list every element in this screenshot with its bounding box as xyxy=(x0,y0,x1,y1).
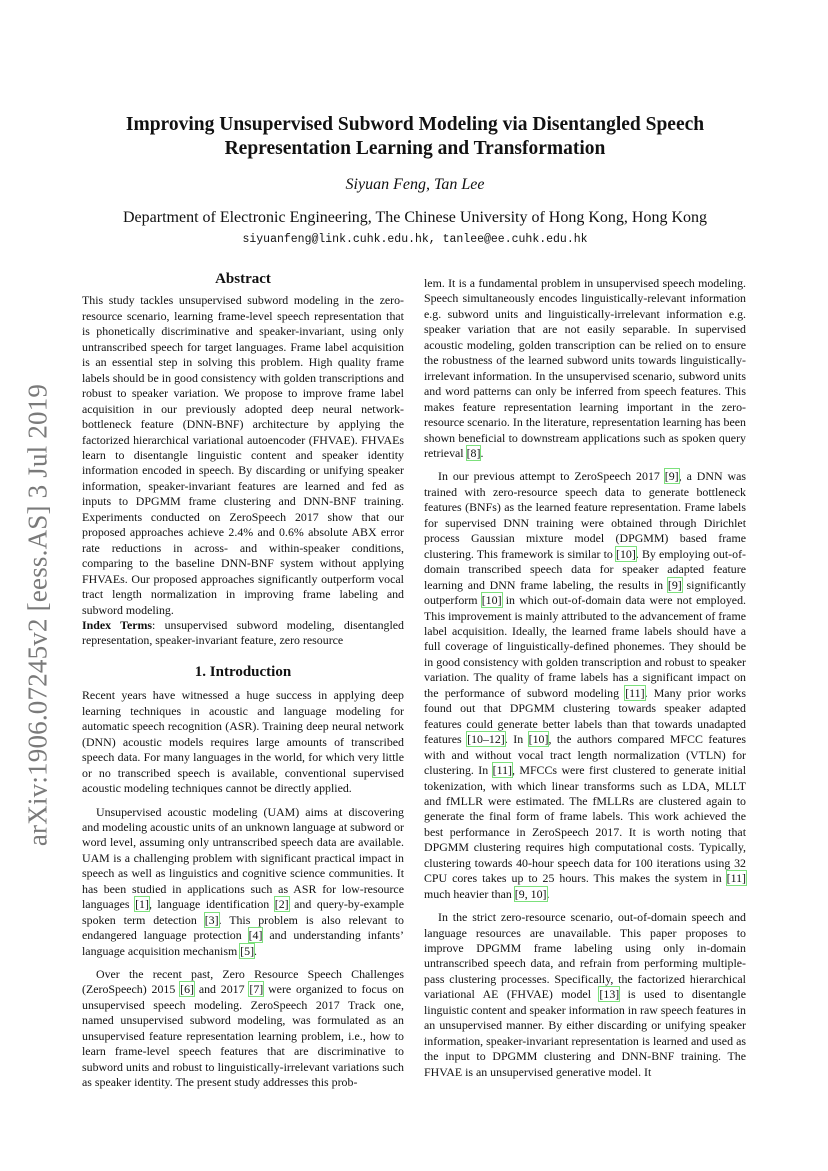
body-text: , a DNN was trained with zero-resource speech data to generate bottleneck features (BNFs) as the learned feature representation. Frame labels for supervised DNN training were obtained through Dirichlet process Gaussian mixture model (DPGMM) based frame clustering. This framework is similar to xyxy=(424,469,746,561)
paper-title xyxy=(90,113,740,161)
citation-link[interactable]: [9] xyxy=(664,469,679,484)
affiliation: Department of Electronic Engineering, The Chinese University of Hong Kong, Hong Kong xyxy=(122,209,707,226)
body-text: In our previous attempt to ZeroSpeech 2017 xyxy=(438,469,665,484)
body-text: in which out-of-domain data were not employed. This improvement is mainly attributed to the advancement of frame label acquisition. Ideally, the learned frame labels should have a full coverage of linguistically-defined phonemes. They should be in good consistency with golden transcription and robust to speaker variation. The quality of frame labels has a significant impact on the performance of subword modeling xyxy=(424,593,747,700)
body-text: In the strict zero-resource scenario, out-of-domain speech and language resources are unavailable. This paper proposes to improve DPGMM frame labeling using only in-domain untranscribed speech data, and refrain from performing multiple-pass clustering processes. Specifically, the factorized hierarchical variational AE (FHVAE) model xyxy=(424,910,746,1002)
body-text: . This problem is also relevant to endangered language protection xyxy=(82,912,404,943)
citation-link[interactable]: [10–12] xyxy=(467,732,505,747)
abstract-heading: Abstract xyxy=(215,271,271,287)
citation-link[interactable]: [6] xyxy=(180,982,194,997)
citation-link[interactable]: [8] xyxy=(466,445,481,460)
citation-link[interactable]: [4] xyxy=(248,928,263,943)
body-text: , the authors compared MFCC features with and without vocal tract length normalization (VTLN) for clustering. In xyxy=(424,732,746,778)
body-paragraph xyxy=(424,276,746,461)
citation-link[interactable]: [13] xyxy=(599,987,620,1002)
citation-link[interactable]: [1] xyxy=(135,897,149,912)
citation-link[interactable]: [2] xyxy=(274,897,289,912)
author-emails: siyuanfeng@link.cuhk.edu.hk, tanlee@ee.cuhk.edu.hk xyxy=(242,233,588,246)
introduction-left-body xyxy=(82,688,404,1090)
citation-link[interactable]: [11] xyxy=(492,763,512,778)
body-text: Over the recent past, Zero Resource Speech Challenges (ZeroSpeech) 2015 xyxy=(82,967,404,997)
authors: Siyuan Feng, Tan Lee xyxy=(345,176,485,193)
citation-link[interactable]: [7] xyxy=(249,982,264,997)
body-paragraph xyxy=(424,469,746,902)
body-text: , language identification xyxy=(148,897,275,912)
arxiv-identifier-stamp xyxy=(18,370,58,860)
introduction-right-body xyxy=(424,276,746,1080)
citation-link[interactable]: [5] xyxy=(240,943,255,958)
title-line-1: Improving Unsupervised Subword Modeling via Disentangled Speech xyxy=(125,114,705,135)
citation-link[interactable]: [10] xyxy=(528,732,549,747)
body-text: . xyxy=(546,886,550,901)
citation-link[interactable]: [10] xyxy=(481,593,502,608)
body-text: . xyxy=(254,943,258,958)
body-text: . By employing out-of-domain transcribed speech data for speaker adapted feature learning and DNN frame labeling, the results in xyxy=(424,546,746,592)
body-text: lem. It is a fundamental problem in unsupervised speech modeling. Speech simultaneously encodes linguistically-relevant information e.g. subword units and linguistically-irrelevant information e.g. speaker variation that are not easily separable. In supervised acoustic modeling, golden transcription can be relied on to ensure the robustness of the learned subword units towards linguistically-irrelevant information. In the unsupervised scenario, subword units and word patterns can only be inferred from speech features. This makes feature representation learning important in the zero-resource scenario. In the literature, representation learning has been shown beneficial to downstream applications such as spoken query retrieval xyxy=(424,276,746,460)
index-terms-label: Index Terms xyxy=(82,617,153,632)
abstract-text: This study tackles unsupervised subword modeling in the zero-resource scenario, learning frame-level speech representation that is phonetically discriminative and speaker-invariant, using only untranscribed speech for target languages. Frame label acquisition is an essential step in solving this problem. High quality frame labels should be in good consistency with golden transcriptions and robust to speaker variation. We propose to improve frame label acquisition in our previously adopted deep neural network-bottleneck feature (DNN-BNF) architecture by applying the factorized hierarchical variational autoencoder (FHVAE). FHVAEs learn to disentangle linguistic content and speaker identity information encoded in speech. By discarding or unifying speaker information, speaker-invariant features are learned and fed as inputs to DPGMM frame clustering and DNN-BNF training. Experiments conducted on ZeroSpeech 2017 show that our proposed approaches achieve 2.4% and 0.6% absolute ABX error rate reductions in across- and within-speaker conditions, comparing to the baseline DNN-BNF system without applying FHVAEs. Our proposed approaches significantly outperform vocal tract length normalization in improving frame labeling and subword modeling. xyxy=(82,293,404,617)
body-text: were organized to focus on unsupervised speech modeling. ZeroSpeech 2017 Track one, named unsupervised subword modeling, was formulated as an unsupervised feature representation learning problem, i.e., how to learn frame-level speech features that are discriminative to subword units and robust to linguistically-irrelevant variations such as speaker identity. The present study addresses this prob- xyxy=(82,982,404,1090)
body-text: . xyxy=(480,445,484,460)
citation-link[interactable]: [9] xyxy=(667,577,682,592)
body-paragraph xyxy=(82,688,404,796)
body-text: much heavier than xyxy=(424,886,515,901)
body-text: Unsupervised acoustic modeling (UAM) aims at discovering and modeling acoustic units of an unknown language at subword or word level, assuming only untranscribed speech data are available. UAM is a challenging problem with significant practical impact in speech as well as linguistics and cognitive science communities. It has been studied in applications such as ASR for low-resource languages xyxy=(82,804,404,912)
body-text: is used to disentangle linguistic content and speaker information in raw speech features in an unsupervised manner. By either discarding or unifying speaker information, speaker-invariant representation is learned and used as the input to DPGMM clustering and DNN-BNF training. The FHVAE is an unsupervised generative model. It xyxy=(424,987,746,1079)
body-text: . Many prior works found out that DPGMM clustering towards speaker adapted features could generate better labels than that towards unadapted features xyxy=(424,685,746,747)
body-paragraph xyxy=(424,910,746,1080)
left-column xyxy=(82,272,404,1091)
citation-link[interactable]: [9, 10] xyxy=(514,886,547,901)
citation-link[interactable]: [11] xyxy=(625,685,645,700)
body-text: , MFCCs were first clustered to generate initial tokenization, with which linear transforms such as LDA, MLLT and fMLLR were estimated. The fMLLRs are clustered again to generate the final form of frame labels. This work achieved the best performance in ZeroSpeech 2017. It is worth noting that DPGMM clustering requires high computational costs. Typically, clustering towards 40-hour speech data for 100 iterations using 32 CPU cores takes up to 25 hours. This makes the system in xyxy=(424,763,746,886)
citation-link[interactable]: [3] xyxy=(204,912,219,927)
body-text: Recent years have witnessed a huge success in applying deep learning techniques in acoustic and language modeling for automatic speech recognition (ASR). Training deep neural network (DNN) acoustic models requires large amounts of transcribed speech data. For many languages in the world, for which very little or no transcribed speech is available, conventional supervised acoustic modeling techniques cannot be directly applied. xyxy=(82,688,404,796)
body-paragraph xyxy=(82,805,404,960)
body-text: significantly outperform xyxy=(424,577,746,608)
body-text: . In xyxy=(504,732,529,747)
body-text: and understanding infants’ language acquisition mechanism xyxy=(82,928,404,958)
citation-link[interactable]: [10] xyxy=(616,546,636,561)
introduction-heading: 1. Introduction xyxy=(194,663,292,680)
index-terms-text: : unsupervised subword modeling, disentangled representation, speaker-invariant feature, zero resource xyxy=(82,617,404,648)
title-line-2: Representation Learning and Transformation xyxy=(224,138,606,159)
index-terms xyxy=(82,618,404,649)
citation-link[interactable]: [11] xyxy=(726,871,746,886)
right-column xyxy=(424,276,746,1080)
arxiv-identifier: arXiv:1906.07245v2 [eess.AS] 3 Jul 2019 xyxy=(22,383,53,847)
body-text: and 2017 xyxy=(194,982,250,997)
body-text: and query-by-example spoken term detection xyxy=(82,897,404,927)
body-paragraph xyxy=(82,967,404,1091)
